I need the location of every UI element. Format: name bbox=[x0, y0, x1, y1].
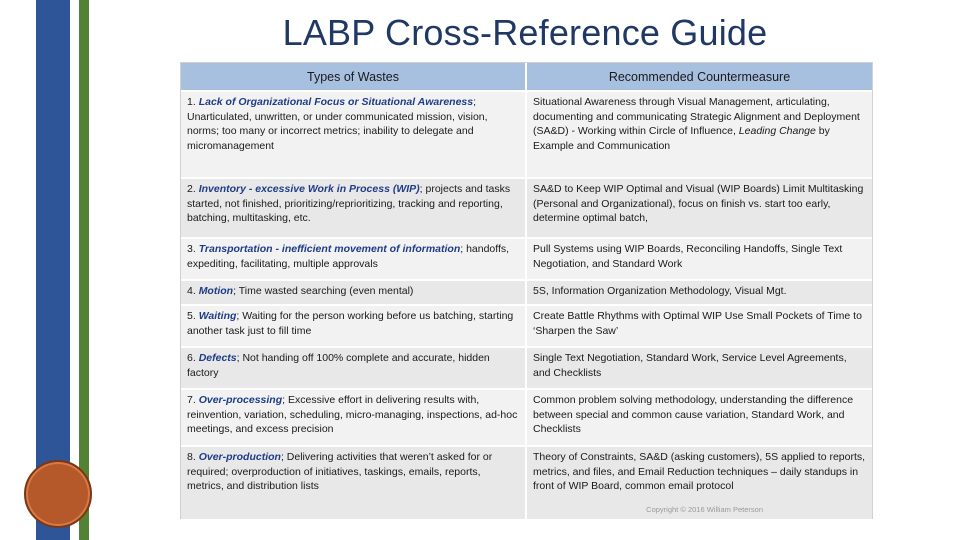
table-row bbox=[181, 346, 872, 388]
countermeasure-cell: 5S, Information Organization Methodology, Visual Mgt. bbox=[533, 285, 787, 297]
decorative-stripe-white bbox=[70, 0, 79, 540]
table-row bbox=[181, 388, 872, 445]
header-recommended-countermeasure: Recommended Countermeasure bbox=[608, 69, 791, 84]
countermeasure-cell: SA&D to Keep WIP Optimal and Visual (WIP Boards) Limit Multitasking (Personal and Organizational), focus on finish vs. start too early, determine optimal batch, bbox=[533, 183, 864, 224]
table-row bbox=[181, 279, 872, 304]
slide-title: LABP Cross-Reference Guide bbox=[282, 12, 768, 53]
table-row bbox=[181, 304, 872, 346]
countermeasure-cell: Single Text Negotiation, Standard Work, Service Level Agreements, and Checklists bbox=[533, 352, 847, 379]
decorative-stripe-green bbox=[79, 0, 89, 540]
table-row bbox=[181, 237, 872, 279]
waste-cell: 1. Lack of Organizational Focus or Situational Awareness; Unarticulated, unwritten, or under communicated mission, vision, norms; too many or incorrect metrics; inability to delegate and micromanagement bbox=[181, 92, 527, 177]
waste-cell: 3. Transportation - inefficient movement of information; handoffs, expediting, facilitating, multiple approvals bbox=[181, 239, 527, 279]
waste-cell: 2. Inventory - excessive Work in Process (WIP); projects and tasks started, not finished, prioritizing/reprioritizing, tracking and reporting, batching, multitasking, etc. bbox=[181, 179, 527, 237]
waste-cell: 4. Motion; Time wasted searching (even mental) bbox=[181, 281, 527, 304]
copyright-notice: Copyright © 2016 William Peterson bbox=[646, 505, 763, 514]
decorative-circle bbox=[24, 460, 92, 528]
countermeasure-cell: Create Battle Rhythms with Optimal WIP Use Small Pockets of Time to ‘Sharpen the Saw’ bbox=[533, 310, 862, 337]
waste-cell: 7. Over-processing; Excessive effort in delivering results with, reinvention, variation, scheduling, micro-managing, inspections, ad-hoc meetings, and excess precision bbox=[181, 390, 527, 445]
countermeasure-cell: Situational Awareness through Visual Management, articulating, documenting and communicating Strategic Alignment and Deployment (SA&D) - Working within Circle of Influence, Leading Change by Example and Communication bbox=[533, 96, 860, 152]
countermeasure-cell: Pull Systems using WIP Boards, Reconciling Handoffs, Single Text Negotiation, and Standard Work bbox=[533, 243, 843, 270]
countermeasure-cell: Theory of Constraints, SA&D (asking customers), 5S applied to reports, metrics, and files, and Email Reduction techniques – daily standups in front of WIP Board, common email protocol bbox=[533, 451, 866, 492]
table-row bbox=[181, 177, 872, 237]
table-row bbox=[181, 90, 872, 177]
waste-cell: 5. Waiting; Waiting for the person working before us batching, starting another task just to fill time bbox=[181, 306, 527, 346]
waste-cell: 6. Defects; Not handing off 100% complete and accurate, hidden factory bbox=[181, 348, 527, 388]
header-types-of-wastes: Types of Wastes bbox=[181, 63, 527, 90]
decorative-stripe-blue bbox=[36, 0, 70, 540]
table-header bbox=[181, 63, 872, 90]
cross-reference-table bbox=[180, 62, 873, 519]
waste-cell: 8. Over-production; Delivering activities that weren’t asked for or required; overproduction of initiatives, taskings, emails, reports, metrics, and distribution lists bbox=[181, 447, 527, 519]
countermeasure-cell: Common problem solving methodology, understanding the difference between special and common cause variation, Standard Work, and Checklists bbox=[533, 394, 854, 435]
